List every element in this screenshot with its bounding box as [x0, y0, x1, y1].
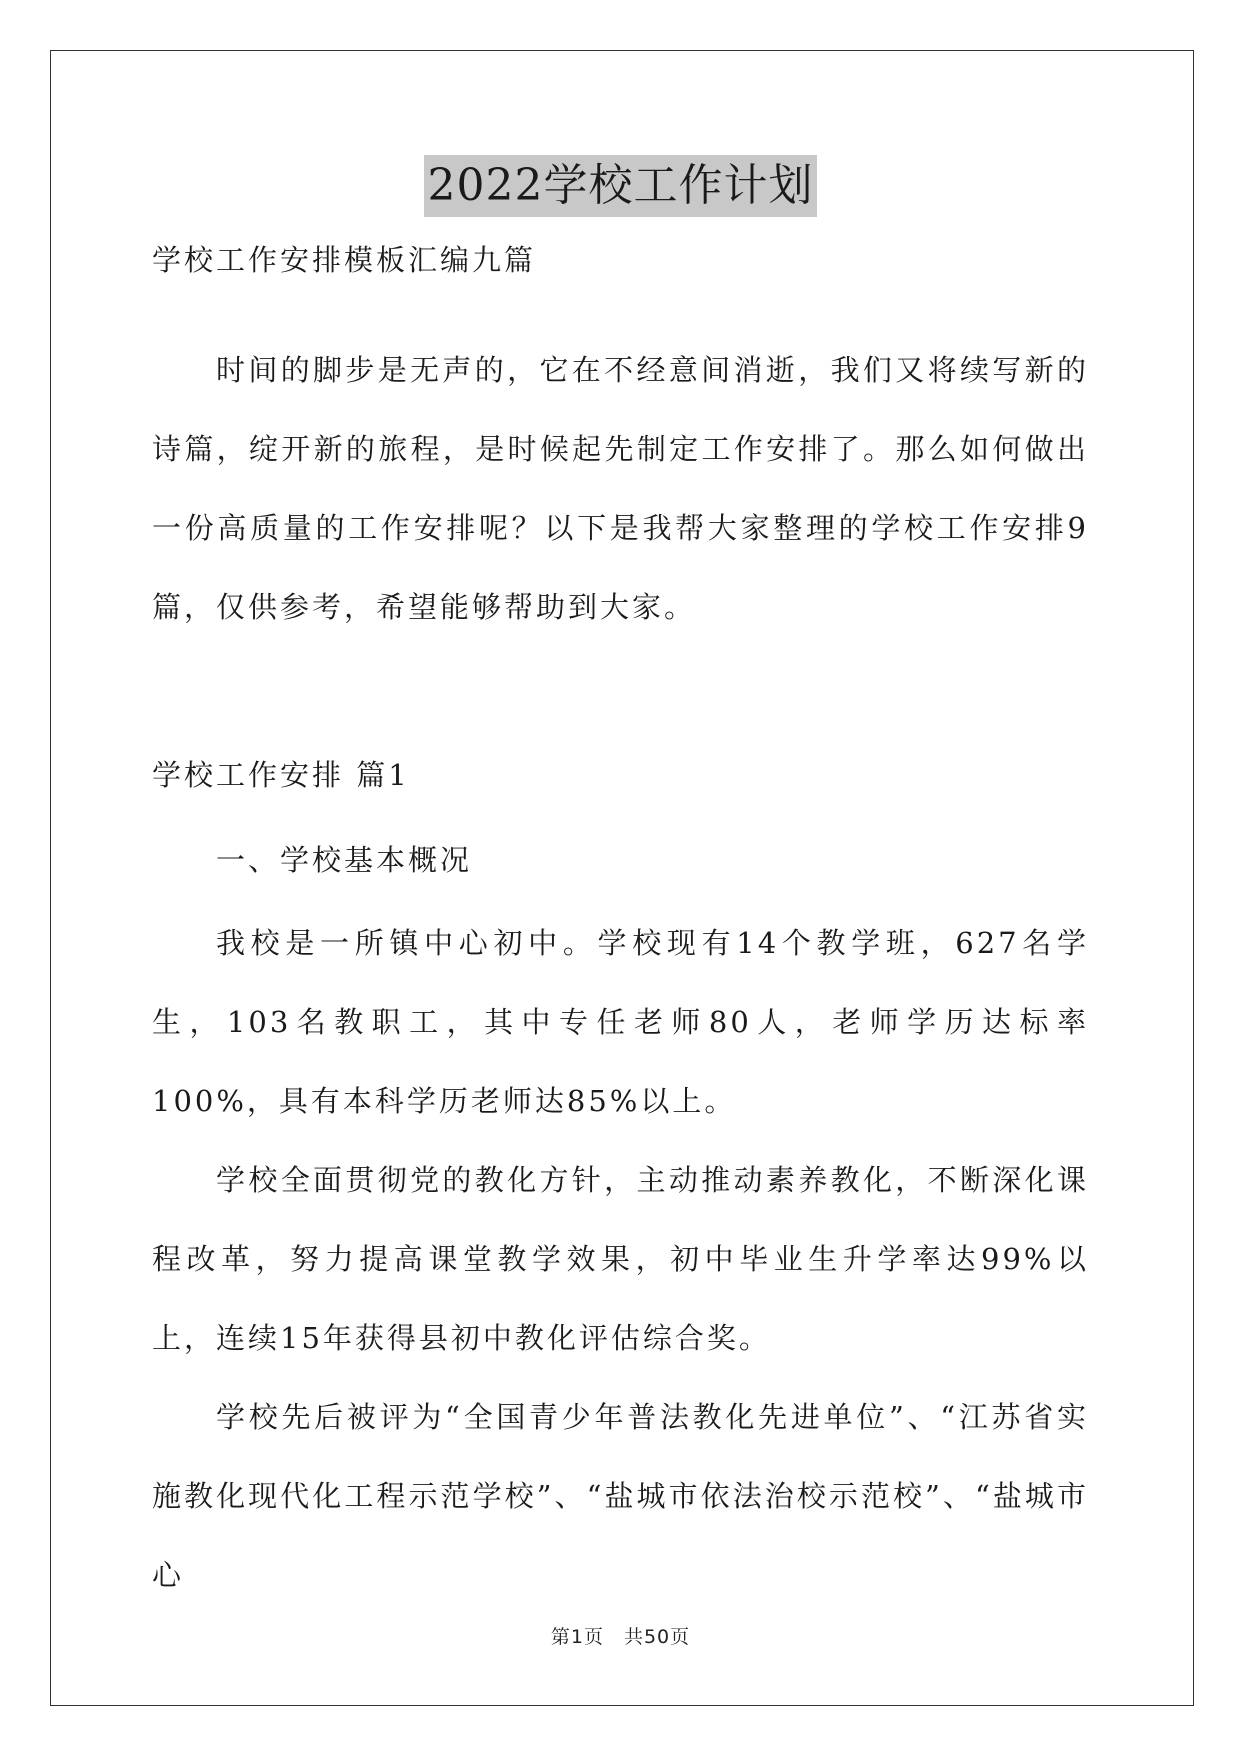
page-footer: 第1页 共50页	[550, 1626, 691, 1648]
document-title: 2022学校工作计划	[424, 155, 818, 217]
intro-paragraph: 时间的脚步是无声的，它在不经意间消逝，我们又将续写新的诗篇，绽开新的旅程，是时候起先制定工作安排了。那么如何做出一份高质量的工作安排呢？以下是我帮大家整理的学校工作安排9篇，仅供参考，希望能够帮助到大家。	[152, 353, 1089, 624]
body-paragraph: 我校是一所镇中心初中。学校现有14个教学班，627名学生，103名教职工，其中专任老师80人，老师学历达标率100%，具有本科学历老师达85%以上。	[152, 926, 1089, 1118]
section-heading: 学校工作安排 篇1	[152, 758, 410, 792]
body-paragraph: 学校先后被评为“全国青少年普法教化先进单位”、“江苏省实施教化现代化工程示范学校”、“盐城市依法治校示范校”、“盐城市心	[152, 1400, 1089, 1592]
subsection-heading: 一、学校基本概况	[216, 843, 473, 877]
body-paragraph: 学校全面贯彻党的教化方针，主动推动素养教化，不断深化课程改革，努力提高课堂教学效果，初中毕业生升学率达99%以上，连续15年获得县初中教化评估综合奖。	[152, 1163, 1089, 1355]
document-title-wrapper	[0, 155, 1241, 217]
document-subtitle: 学校工作安排模板汇编九篇	[152, 243, 537, 277]
